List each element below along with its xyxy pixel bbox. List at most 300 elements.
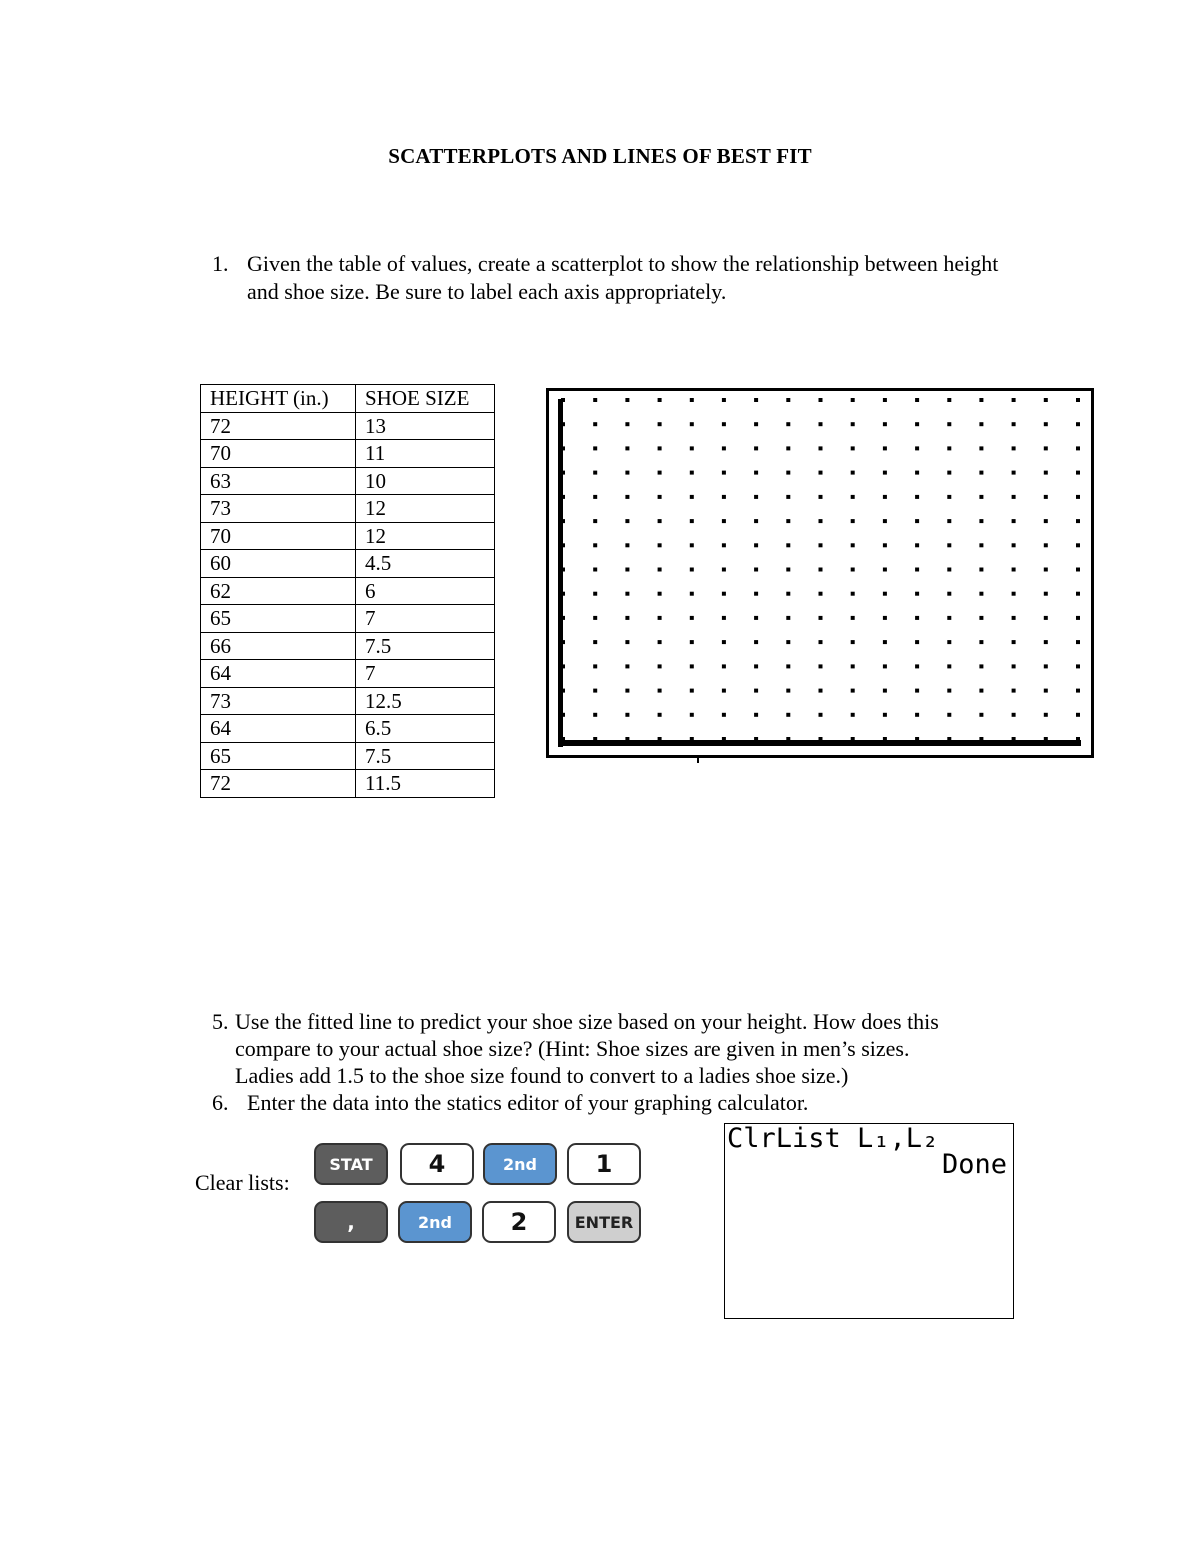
grid-dot [754,446,758,450]
grid-dot [658,689,662,693]
grid-dot [593,664,597,668]
grid-dot [561,689,565,693]
grid-dot [561,737,565,741]
grid-dot [819,446,823,450]
grid-dot [690,737,694,741]
four-key: 4 [400,1143,474,1185]
screen-command: ClrList L₁,L₂ [727,1123,939,1154]
grid-dot [1044,616,1048,620]
grid-dot [593,592,597,596]
grid-dot [754,664,758,668]
grid-dot [658,495,662,499]
grid-dot [593,713,597,717]
question-5-line: Use the fitted line to predict your shoe size based on your height. How does this [235,1009,939,1034]
grid-dot [979,519,983,523]
grid-dot [883,616,887,620]
grid-dot [851,664,855,668]
grid-dot [979,664,983,668]
grid-dot [754,519,758,523]
grid-dot [1076,640,1080,644]
grid-dot [561,543,565,547]
grid-dot [658,422,662,426]
grid-dot [851,495,855,499]
grid-dot [593,568,597,572]
grid-dot [786,568,790,572]
grid-dot [1076,446,1080,450]
grid-dot [754,495,758,499]
grid-dot [851,616,855,620]
height-cell: 70 [201,522,356,550]
grid-dot [819,568,823,572]
grid-dot [883,543,887,547]
grid-dot [658,737,662,741]
grid-dot [915,689,919,693]
grid-dot [883,495,887,499]
grid-dot [722,689,726,693]
grid-dot [1076,592,1080,596]
grid-dot [915,543,919,547]
grid-dot [1044,446,1048,450]
grid-dot [1076,664,1080,668]
grid-dot [658,398,662,402]
grid-dot [754,592,758,596]
grid-dot [786,446,790,450]
grid-dot [819,495,823,499]
grid-dot [561,664,565,668]
grid-dot [690,519,694,523]
grid-dot [915,737,919,741]
grid-dot [1044,398,1048,402]
question-6-text: Enter the data into the statics editor of your graphing calculator. [247,1090,809,1115]
grid-dot [1044,519,1048,523]
grid-dot [851,568,855,572]
grid-dot [690,616,694,620]
grid-dot [947,495,951,499]
grid-dot [593,446,597,450]
grid-dot [979,616,983,620]
grid-dot [658,592,662,596]
table-row [201,742,495,770]
grid-dot [979,689,983,693]
grid-dot [883,519,887,523]
height-cell: 72 [201,412,356,440]
grid-dot [690,689,694,693]
grid-dot [690,664,694,668]
grid-dot [947,664,951,668]
grid-dot [947,422,951,426]
grid-dot [593,398,597,402]
grid-dot [915,446,919,450]
shoe-size-cell: 6.5 [356,715,495,743]
enter-key: ENTER [567,1201,641,1243]
grid-dot [1012,640,1016,644]
shoe-size-cell: 4.5 [356,550,495,578]
clear-lists-label: Clear lists: [195,1170,290,1195]
grid-dot [947,737,951,741]
grid-dot [1044,568,1048,572]
shoe-size-cell: 12 [356,495,495,523]
grid-dot [851,713,855,717]
grid-dot [1012,543,1016,547]
grid-dot [819,471,823,475]
grid-dot [1012,689,1016,693]
shoe-size-cell: 7 [356,660,495,688]
grid-dot [851,689,855,693]
height-shoe-size-table [200,384,495,798]
question-5-number: 5. [212,1009,229,1034]
grid-dot [1012,398,1016,402]
grid-dot [786,616,790,620]
grid-dot [690,471,694,475]
question-6-number: 6. [212,1090,229,1115]
grid-dot [947,592,951,596]
grid-dot [851,543,855,547]
grid-dot [625,471,629,475]
shoe-size-cell: 12.5 [356,687,495,715]
grid-dot [722,519,726,523]
grid-dot [851,592,855,596]
screen-result: Done [941,1149,1007,1180]
grid-dot [819,689,823,693]
grid-dot [947,640,951,644]
grid-dot [690,495,694,499]
grid-dot [625,592,629,596]
grid-dot [786,495,790,499]
height-cell: 65 [201,605,356,633]
comma-key: , [314,1201,388,1243]
question-1-number: 1. [212,251,229,276]
grid-dot [658,543,662,547]
grid-dot [883,422,887,426]
grid-dot [947,446,951,450]
grid-dot [1044,664,1048,668]
grid-dot [1044,640,1048,644]
height-cell: 70 [201,440,356,468]
grid-dot [690,568,694,572]
grid-dot [979,592,983,596]
grid-dot [786,689,790,693]
grid-dot [625,640,629,644]
grid-dot [593,689,597,693]
grid-dot [1076,519,1080,523]
grid-dot [593,616,597,620]
table-row [201,715,495,743]
grid-dot [1076,422,1080,426]
grid-dot [1012,616,1016,620]
grid-dot [1076,616,1080,620]
grid-dot [561,519,565,523]
grid-dot [625,543,629,547]
grid-dot [658,664,662,668]
grid-dot [947,471,951,475]
grid-dot [915,664,919,668]
grid-dot [883,471,887,475]
grid-dot [625,664,629,668]
grid-dot [690,640,694,644]
grid-dot [658,616,662,620]
grid-dot [1044,737,1048,741]
grid-dot [754,422,758,426]
grid-dot [819,519,823,523]
grid-dot [1012,422,1016,426]
grid-dot [754,568,758,572]
grid-dot [593,519,597,523]
grid-dot [658,713,662,717]
grid-dot [561,446,565,450]
grid-dot [851,446,855,450]
grid-dot [1012,664,1016,668]
grid-dot [851,398,855,402]
grid-dot [1012,519,1016,523]
grid-dot [722,422,726,426]
grid-dot [947,689,951,693]
grid-dot [658,568,662,572]
grid-dot [947,616,951,620]
grid-dot [561,422,565,426]
grid-dot [947,713,951,717]
grid-dot [1012,568,1016,572]
grid-dot [1044,495,1048,499]
grid-dot [1076,471,1080,475]
grid-dot [979,568,983,572]
grid-dot [625,713,629,717]
y-axis-line [558,399,563,747]
grid-dot [979,446,983,450]
shoe-size-cell: 6 [356,577,495,605]
grid-dot [561,592,565,596]
grid-dot [561,398,565,402]
grid-dot [915,398,919,402]
shoe-size-cell: 7.5 [356,742,495,770]
grid-dot [883,737,887,741]
grid-dot [561,640,565,644]
grid-dot [851,519,855,523]
grid-dot [722,737,726,741]
grid-dot [754,471,758,475]
grid-dot [625,519,629,523]
grid-dot [915,519,919,523]
grid-dot [722,616,726,620]
grid-dot [722,568,726,572]
grid-dot [819,616,823,620]
grid-dot [883,689,887,693]
header-shoe-size: SHOE SIZE [356,385,495,413]
second-key: 2nd [398,1201,472,1243]
grid-dot [1044,592,1048,596]
grid-dot [690,422,694,426]
height-cell: 64 [201,715,356,743]
shoe-size-cell: 7 [356,605,495,633]
table-row [201,522,495,550]
grid-dot [1076,713,1080,717]
grid-dot [915,495,919,499]
grid-dot [915,640,919,644]
grid-dot [947,568,951,572]
grid-dot [786,422,790,426]
grid-dot [722,543,726,547]
grid-dot [979,471,983,475]
grid-dot [883,664,887,668]
calculator-screen [724,1123,1014,1319]
grid-dot [1044,471,1048,475]
grid-dot [561,471,565,475]
page-title: SCATTERPLOTS AND LINES OF BEST FIT [388,144,812,168]
grid-dot [915,592,919,596]
grid-dot [754,640,758,644]
grid-dot [658,519,662,523]
grid-dot [786,664,790,668]
shoe-size-cell: 12 [356,522,495,550]
grid-dot [1076,568,1080,572]
grid-dot [690,446,694,450]
grid-dot [658,446,662,450]
grid-dot [722,640,726,644]
table-row [201,495,495,523]
question-5-text [235,1008,1035,1089]
grid-dot [979,640,983,644]
grid-dot [754,737,758,741]
grid-dot [690,592,694,596]
two-key: 2 [482,1201,556,1243]
height-cell: 60 [201,550,356,578]
grid-dot [1044,422,1048,426]
grid-dot [722,713,726,717]
grid-dot [883,568,887,572]
grid-dot [947,543,951,547]
shoe-size-cell: 11 [356,440,495,468]
grid-dot [979,398,983,402]
grid-dot [1076,737,1080,741]
table-row [201,770,495,798]
table-row [201,687,495,715]
question-5-line: Ladies add 1.5 to the shoe size found to convert to a ladies shoe size.) [235,1063,849,1088]
table-row [201,440,495,468]
grid-dot [593,495,597,499]
grid-dot [722,471,726,475]
grid-dot [625,446,629,450]
grid-dot [690,398,694,402]
grid-dot [593,422,597,426]
height-cell: 65 [201,742,356,770]
grid-dot [819,592,823,596]
grid-dot [561,495,565,499]
grid-dot [722,398,726,402]
grid-dot [851,640,855,644]
grid-dot [786,713,790,717]
grid-dot [1076,495,1080,499]
grid-dot [561,616,565,620]
grid-dot [819,422,823,426]
grid-dot [819,640,823,644]
grid-dot [883,640,887,644]
grid-dot [851,422,855,426]
grid-dot [915,568,919,572]
grid-dot [947,398,951,402]
grid-dot [625,616,629,620]
grid-dot [1012,713,1016,717]
grid-dot [883,592,887,596]
grid-dot [979,495,983,499]
grid-dot [915,422,919,426]
question-1-text: Given the table of values, create a scatterplot to show the relationship between height and shoe size. Be sure to label each axis appropriately. [247,251,999,304]
grid-dot [722,446,726,450]
table-row [201,467,495,495]
table-row [201,577,495,605]
one-key: 1 [567,1143,641,1185]
grid-dot [754,543,758,547]
grid-dot [851,737,855,741]
height-cell: 66 [201,632,356,660]
grid-dot [625,398,629,402]
shoe-size-cell: 7.5 [356,632,495,660]
shoe-size-cell: 10 [356,467,495,495]
shoe-size-cell: 13 [356,412,495,440]
grid-dot [1044,713,1048,717]
grid-dot [819,737,823,741]
grid-dot [915,471,919,475]
grid-dot [1012,446,1016,450]
grid-dot [1076,689,1080,693]
grid-dot [658,471,662,475]
grid-dot [883,398,887,402]
height-cell: 72 [201,770,356,798]
grid-dot [754,689,758,693]
grid-dot [1044,543,1048,547]
grid-dot [754,616,758,620]
grid-dot [625,568,629,572]
grid-dot [786,398,790,402]
shoe-size-cell: 11.5 [356,770,495,798]
table-row [201,605,495,633]
grid-dot [1044,689,1048,693]
height-cell: 64 [201,660,356,688]
grid-dot [1012,737,1016,741]
grid-dot [819,664,823,668]
header-height: HEIGHT (in.) [201,385,356,413]
blank-graph-grid[interactable] [546,388,1094,758]
grid-dot [625,422,629,426]
grid-dot [786,640,790,644]
grid-dot [561,713,565,717]
grid-dot [658,640,662,644]
height-cell: 73 [201,495,356,523]
height-cell: 73 [201,687,356,715]
grid-dot [1012,592,1016,596]
grid-dot [722,664,726,668]
grid-dot [1012,495,1016,499]
stray-tick-mark [697,756,699,763]
grid-dot [883,713,887,717]
grid-dot [979,422,983,426]
height-cell: 62 [201,577,356,605]
height-cell: 63 [201,467,356,495]
grid-dot [593,640,597,644]
grid-dot [625,495,629,499]
grid-dot [593,543,597,547]
grid-dot [593,471,597,475]
grid-dot [819,543,823,547]
grid-dot [979,737,983,741]
grid-dot [786,592,790,596]
grid-dot [1012,471,1016,475]
grid-dot [786,519,790,523]
grid-dot [593,737,597,741]
grid-dot [819,713,823,717]
grid-dot [883,446,887,450]
dot-grid [549,391,1091,755]
second-key: 2nd [483,1143,557,1185]
grid-dot [561,568,565,572]
